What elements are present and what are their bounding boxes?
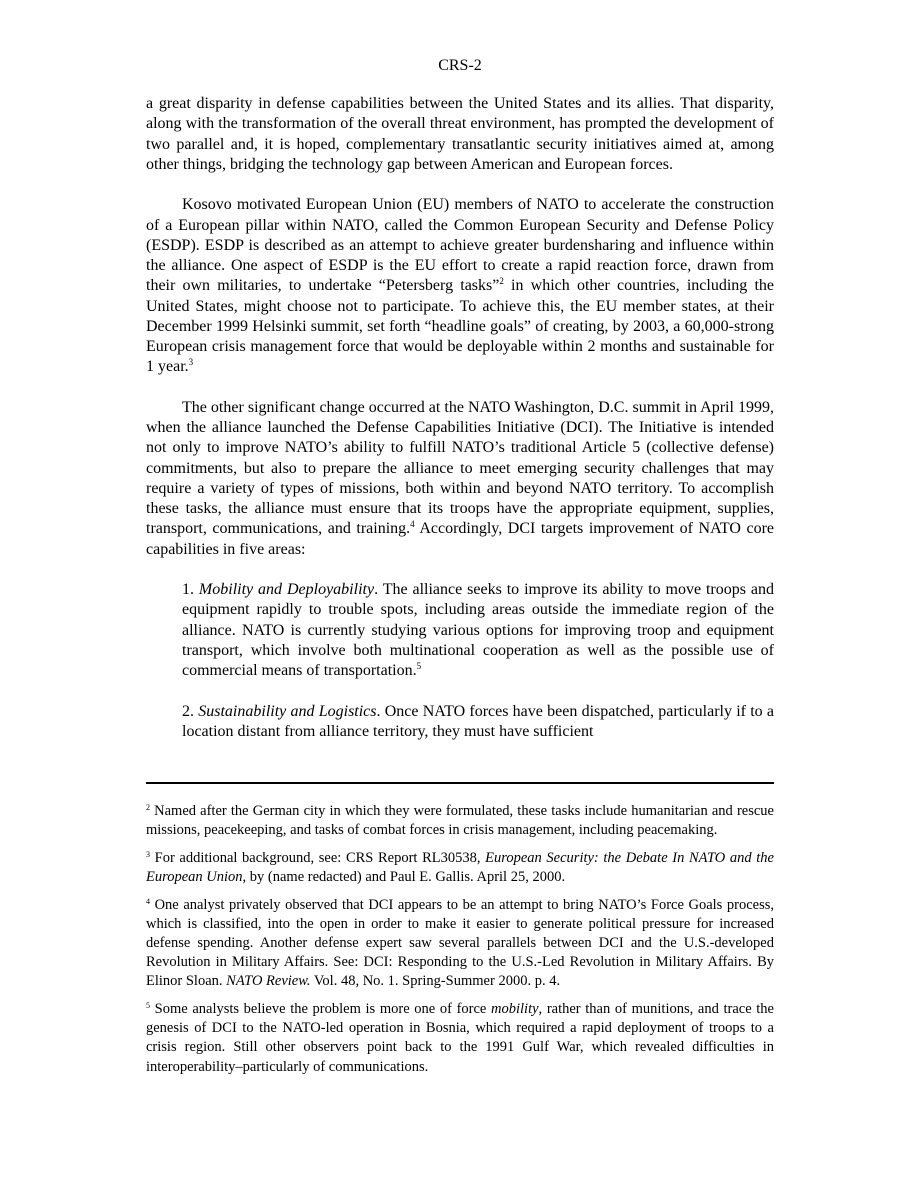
footnote-2: [146, 802, 774, 840]
footnote-5-text-b: , rather than of munitions, and trace the genesis of DCI to the NATO-led operation in Bosnia, which required a rapid deployment of troops to a crisis region. Still other observers point back to the 1991 Gulf War, which revealed difficulties in interoperability–particularly of communications.: [146, 1001, 774, 1075]
list-item-2-number: 2.: [182, 702, 199, 720]
footnote-5-text-a: Some analysts believe the problem is more one of force: [150, 1001, 492, 1017]
list-item-1-number: 1.: [182, 581, 199, 598]
list-item-2-title: Sustainability and Logistics: [198, 702, 377, 720]
footnote-3-number: 3: [146, 849, 150, 859]
paragraph-2-part-b: in which other countries, including the United States, might choose not to participate. To achieve this, the EU member states, at their December 1999 Helsinki summit, set forth “headline goals” of creating, by 2003, a 60,000-strong European crisis management force that would be deployable within 2 months and sustainable for 1 year.: [146, 277, 774, 376]
footnote-3-text-b: , by (name redacted) and Paul E. Gallis. April 25, 2000.: [242, 869, 566, 885]
paragraph-2: [146, 195, 774, 377]
footnotes: [146, 802, 774, 1085]
footnote-separator: [146, 782, 774, 784]
footnote-5: [146, 1000, 774, 1077]
footnote-4-journal-title: NATO Review.: [226, 973, 311, 990]
footnote-5-emphasis: mobility: [491, 1001, 539, 1017]
paragraph-3-part-a: The other significant change occurred at the NATO Washington, D.C. summit in April 1999, when the alliance launched the Defense Capabilities Initiative (DCI). The Initiative is intended not only to improve NATO’s ability to fulfill NATO’s traditional Article 5 (collective defense) commitments, but also to prepare the alliance to meet emerging security challenges that may require a variety of types of missions, both within and beyond NATO territory. To accomplish these tasks, the alliance must ensure that its troops have the appropriate equipment, supplies, transport, communications, and training.: [146, 398, 774, 538]
footnote-3: [146, 849, 774, 887]
paragraph-2-part-a: Kosovo motivated European Union (EU) members of NATO to accelerate the construction of a European pillar within NATO, called the Common European Security and Defense Policy (ESDP). ESDP is described as an attempt to achieve greater burdensharing and influence within the alliance. One aspect of ESDP is the EU effort to create a rapid reaction force, drawn from their own militaries, to undertake “Petersberg tasks”: [146, 196, 774, 295]
footnote-4-text-b: Vol. 48, No. 1. Spring-Summer 2000. p. 4.: [310, 973, 561, 990]
footnote-4-number: 4: [146, 896, 150, 906]
page-header: CRS-2: [438, 57, 482, 74]
footnote-ref-3[interactable]: 3: [188, 357, 194, 368]
body-text: [146, 94, 774, 762]
footnote-3-text-a: For additional background, see: CRS Report RL30538,: [150, 849, 486, 866]
footnote-2-text: Named after the German city in which they were formulated, these tasks include humanitarian and rescue missions, peacekeeping, and tasks of combat forces in crisis management, including peacemaking.: [146, 803, 774, 839]
list-item-1-title: Mobility and Deployability: [198, 581, 375, 598]
footnote-2-number: 2: [146, 803, 150, 812]
list-item-2: [182, 702, 774, 743]
footnote-ref-2[interactable]: 2: [499, 276, 504, 287]
footnote-4: [146, 896, 774, 992]
paragraph-3-part-b: Accordingly, DCI targets improvement of NATO core capabilities in five areas:: [146, 520, 775, 558]
paragraph-1: a great disparity in defense capabilities between the United States and its allies. That disparity, along with the transformation of the overall threat environment, has prompted the development of two parallel and, it is hoped, complementary transatlantic security initiatives aimed at, among other things, bridging the technology gap between American and European forces.: [146, 95, 774, 173]
paragraph-3: [146, 398, 774, 560]
list-item-1: [182, 580, 774, 681]
list-item-2-text: . Once NATO forces have been dispatched, particularly if to a location distant from alliance territory, they must have sufficient: [182, 702, 775, 740]
list-item-1-text: . The alliance seeks to improve its ability to move troops and equipment rapidly to trouble spots, including areas outside the immediate region of the alliance. NATO is currently studying various options for improving troop and equipment transport, which involve both multinational cooperation as well as the possible use of commercial means of transportation.: [182, 581, 775, 679]
footnote-5-number: 5: [146, 1001, 150, 1010]
footnote-3-report-title: European Security: the Debate In NATO and the European Union: [146, 849, 774, 885]
footnote-ref-4[interactable]: 4: [410, 519, 415, 530]
footnote-4-text-a: One analyst privately observed that DCI appears to be an attempt to bring NATO’s Force Goals process, which is classified, into the open in order to make it easier to generate political pressure for increased defense spending. Another defense expert saw several parallels between DCI and the U.S.-developed Revolution in Military Affairs. See: DCI: Responding to the U.S.-Led Revolution in Military Affairs. By Elinor Sloan.: [146, 896, 774, 990]
footnote-ref-5[interactable]: 5: [416, 661, 422, 671]
